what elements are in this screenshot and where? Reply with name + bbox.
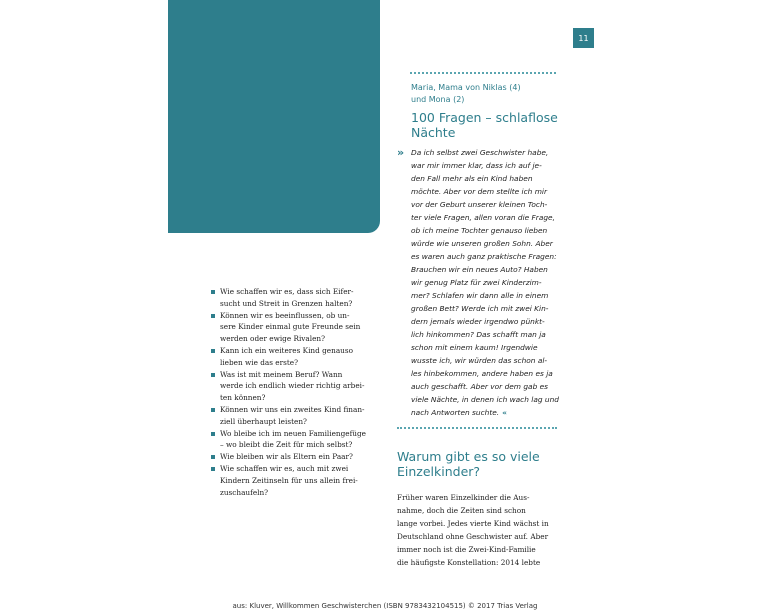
quote-line: wusste ich, wir würden das schon al- [411,356,548,365]
question-line: Wie bleiben wir als Eltern ein Paar? [220,452,353,462]
attribution-line: und Mona (2) [411,95,465,104]
quote-line: vor der Geburt unserer kleinen Toch- [411,200,548,209]
body-line: nahme, doch die Zeiten sind schon [397,505,526,515]
page-number: 11 [573,28,594,48]
question-item [211,345,381,369]
body-line: lange vorbei. Jedes vierte Kind wächst in [397,518,549,528]
section-body [397,492,562,569]
dotted-divider-top [410,72,556,74]
question-line: werde ich endlich wieder richtig arbei- [220,381,365,391]
question-line: Können wir uns ein zweites Kind finan- [220,404,365,414]
heading-line: Einzelkinder? [397,464,481,479]
interview-attribution [411,82,561,106]
quote-line: es waren auch ganz praktische Fragen: [411,252,557,261]
quote-line: ter viele Fragen, allen voran die Frage, [411,213,555,222]
section-heading [397,449,562,479]
quote-line: wir genug Platz für zwei Kinderzim- [411,278,542,287]
question-line: Wie schaffen wir es, dass sich Eifer- [220,287,354,296]
bullet-square-icon [211,290,215,294]
quote-line: möchte. Aber vor dem stellte ich mir [411,187,548,196]
bullet-square-icon [211,467,215,471]
bullet-square-icon [211,455,215,459]
quote-line: würde wie unseren großen Sohn. Aber [411,239,553,248]
bullet-square-icon [211,314,215,318]
question-line: Wie schaffen wir es, auch mit zwei [220,463,349,473]
question-line: Kindern Zeitinseln für uns allein frei- [220,475,358,485]
quote-line: les hinbekommen, andere haben es ja [411,369,553,378]
question-item [211,428,381,452]
title-line: 100 Fragen – schlaflose [411,110,558,125]
quote-line: dern jemals wieder irgendwo pünkt- [411,317,545,326]
question-item [211,451,381,463]
quote-line: mer? Schlafen wir dann alle in einem [411,291,549,300]
question-line: sere Kinder einmal gute Freunde sein [220,322,361,332]
quote-line: Brauchen wir ein neues Auto? Haben [411,265,548,274]
question-item [211,286,381,310]
question-line: Was ist mit meinem Beruf? Wann [220,369,343,379]
dotted-divider-bottom [397,427,557,429]
quote-line: ob ich meine Tochter genauso lieben [411,226,548,235]
bullet-square-icon [211,408,215,412]
question-line: ten können? [220,393,266,403]
question-item [211,404,381,428]
questions-list [211,286,381,498]
quote-line: lich hinkommen? Das schafft man ja [411,330,546,339]
heading-line: Warum gibt es so viele [397,449,540,464]
quote-end-icon: « [502,408,507,417]
copyright-footer: aus: Kluver, Willkommen Geschwisterchen (ISBN 9783432104515) © 2017 Trias Verlag [232,602,538,610]
question-line: ziell überhaupt leisten? [220,416,307,426]
quote-line: Da ich selbst zwei Geschwister habe, [411,148,549,157]
question-item [211,369,381,404]
interview-quote [411,146,567,419]
title-line: Nächte [411,125,456,140]
body-line: Deutschland ohne Geschwister auf. Aber [397,531,549,541]
question-line: lieben wie das erste? [220,357,299,367]
bullet-square-icon [211,432,215,436]
quote-line: großen Bett? Werde ich mit zwei Kin- [411,304,549,313]
question-line: zuschaufeln? [220,487,269,497]
body-line: immer noch ist die Zwei-Kind-Familie [397,544,536,554]
photo-placeholder-block [168,0,380,233]
interview-title [411,110,561,140]
question-line: Können wir es beeinflussen, ob un- [220,310,350,320]
body-line: die häufigste Konstellation: 2014 lebte [397,557,541,567]
body-line: Früher waren Einzelkinder die Aus- [397,493,530,502]
bullet-square-icon [211,373,215,377]
question-line: sucht und Streit in Grenzen halten? [220,298,353,308]
quote-line: war mir immer klar, dass ich auf je- [411,161,542,170]
quote-line: den Fall mehr als ein Kind haben [411,174,533,183]
quote-line [411,406,567,419]
question-line: – wo bleibt die Zeit für mich selbst? [220,440,353,450]
question-line: Wo bleibe ich im neuen Familiengefüge [220,428,366,438]
question-line: Kann ich ein weiteres Kind genauso [220,345,354,355]
question-item [211,463,381,498]
quote-start-icon: » [397,146,403,159]
question-item [211,310,381,345]
quote-line: viele Nächte, in denen ich wach lag und [411,395,559,404]
quote-line-text: nach Antworten suchte. [411,408,500,417]
attribution-line: Maria, Mama von Niklas (4) [411,83,521,92]
question-line: werden oder ewige Rivalen? [220,334,326,344]
quote-line: schon mit einem kaum! Irgendwie [411,343,538,352]
bullet-square-icon [211,349,215,353]
quote-line: auch geschafft. Aber vor dem gab es [411,382,549,391]
